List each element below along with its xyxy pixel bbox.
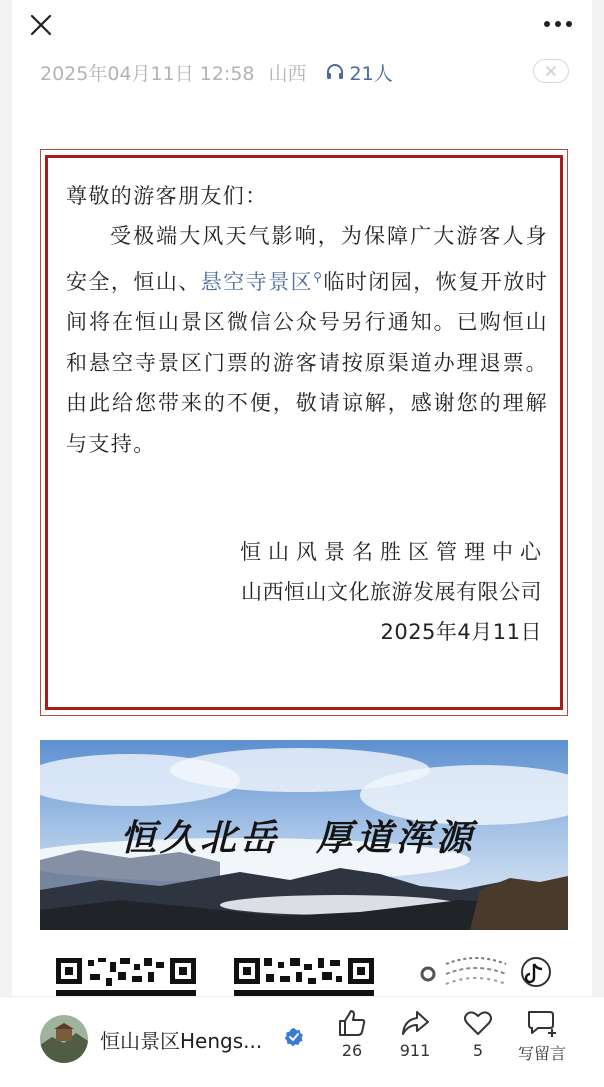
article-meta (40, 58, 393, 86)
close-icon (29, 13, 53, 37)
more-horizontal-icon (543, 20, 573, 28)
signature-date: 2025年4月11日 (380, 620, 542, 644)
like-button[interactable] (322, 1009, 382, 1060)
signature-org-2: 山西恒山文化旅游发展有限公司 (241, 580, 542, 604)
close-icon (545, 65, 557, 77)
thumbs-up-icon (337, 1009, 367, 1037)
search-icon[interactable]: ⚲ (313, 269, 324, 284)
avatar-image (40, 1015, 88, 1063)
favorite-button[interactable] (448, 1009, 508, 1060)
qr-code-row (40, 950, 568, 998)
share-button[interactable] (385, 1009, 445, 1060)
comment-add-icon (526, 1009, 558, 1037)
slogan-part-1: 恒久北岳 (120, 817, 281, 859)
favorite-count: 5 (472, 1041, 484, 1060)
mini-program-code (416, 950, 556, 998)
headphones-icon (325, 62, 345, 82)
slogan-part-2: 厚道浑源 (316, 817, 477, 859)
qr-code-2 (234, 950, 374, 998)
mountain-banner-image (40, 740, 568, 930)
notice-greeting: 尊敬的游客朋友们： (66, 184, 268, 208)
publish-date: 2025年04月11日 12:58 (40, 62, 255, 85)
account-name[interactable]: 恒山景区Hengs... (100, 1029, 263, 1053)
bottom-action-bar (0, 996, 604, 1087)
close-button[interactable] (26, 10, 56, 40)
write-comment-label: 写留言 (517, 1044, 566, 1063)
signature-org-1: 恒山风景名胜区管理中心 (240, 540, 548, 564)
verified-badge-icon (284, 1027, 304, 1047)
dismiss-button[interactable] (533, 59, 569, 83)
listen-button[interactable] (325, 59, 393, 86)
notice-body (66, 176, 548, 464)
banner-slogan (120, 810, 476, 861)
share-count: 911 (399, 1041, 431, 1060)
share-arrow-icon (400, 1009, 430, 1037)
qr-code-1 (56, 950, 196, 998)
write-comment-button[interactable] (510, 1009, 574, 1064)
listen-count: 21人 (349, 62, 393, 85)
publish-location: 山西 (268, 62, 307, 85)
tiktok-icon (526, 964, 542, 982)
heart-icon (463, 1009, 493, 1037)
avatar[interactable] (40, 1015, 88, 1063)
scenic-area-link[interactable]: 悬空寺景区 (200, 269, 314, 294)
more-button[interactable] (538, 14, 578, 34)
notice-paragraph: 受极端大风天气影响，为保障广大游客人身安全，恒山、悬空寺景区⚲临时闭园，恢复开放时间将在恒山景区微信公众号另行通知。已购恒山和悬空寺景区门票的游客请按原渠道办理退票。由此给您带来的不便，敬请谅解，感谢您的理解与支持。 (66, 224, 549, 456)
like-count: 26 (341, 1041, 363, 1060)
